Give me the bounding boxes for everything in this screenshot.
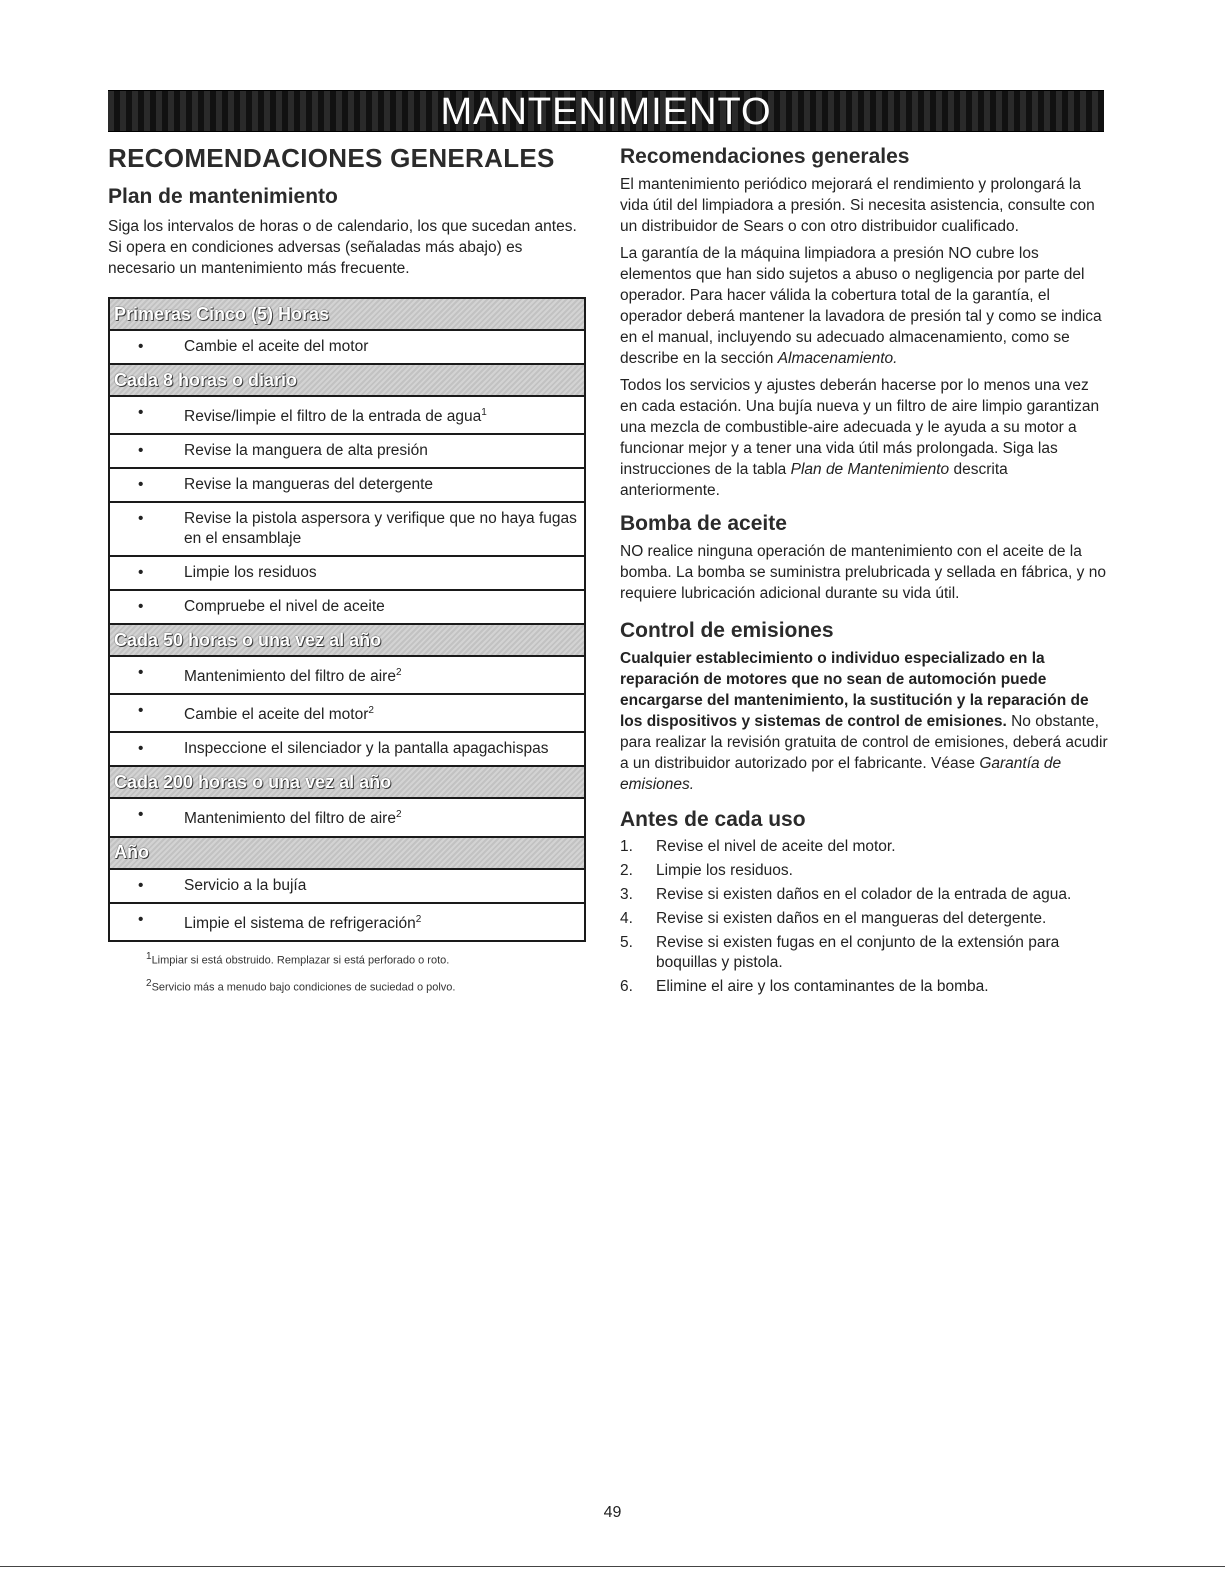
emissions-paragraph <box>620 648 1110 795</box>
table-cell <box>109 468 585 502</box>
item-label: Inspeccione el silenciador y la pantalla apagachispas <box>184 740 549 758</box>
item-text <box>184 663 402 687</box>
bullet: • <box>138 404 144 421</box>
left-column <box>108 140 590 997</box>
table-section-header <box>109 364 585 396</box>
rec-paragraph-3-text: Todos los servicios y ajustes deberán hacerse por lo menos una vez en cada estación. Una bujía nueva y un filtro de aire limpio garantizan una mezcla de combustible-aire adecuada y le ayuda a su motor a funcionar mejor y a tener una vida útil más prolongada. Siga las instrucciones de la tabla <box>620 377 1100 478</box>
table-row <box>109 434 585 468</box>
footnote-mark: 2 <box>395 809 402 821</box>
banner-title: MANTENIMIENTO <box>440 91 772 133</box>
rec-paragraph-3-em: Plan de Mantenimiento <box>790 461 950 478</box>
emissions-em: Garantía de emisiones. <box>620 755 1062 793</box>
bullet: • <box>138 702 144 720</box>
section-title: Cada 200 horas o una vez al año <box>109 766 585 798</box>
item-text <box>184 563 317 583</box>
step-text: Limpie los residuos. <box>656 862 793 879</box>
section-title: Cada 50 horas o una vez al año <box>109 624 585 656</box>
footnote-text: Servicio más a menudo bajo condiciones de suciedad o polvo. <box>151 982 456 995</box>
table-cell <box>109 903 585 941</box>
rec-heading: Recomendaciones generales <box>620 145 910 168</box>
table-row <box>109 330 585 364</box>
list-item <box>620 837 1110 857</box>
footnote-mark: 1 <box>481 407 487 418</box>
table-cell <box>109 656 585 694</box>
footnote-mark: 2 <box>395 667 402 679</box>
table-section-header <box>109 624 585 656</box>
item-label: Compruebe el nivel de aceite <box>184 598 385 616</box>
rec-paragraph-3-end: descrita anteriormente. <box>620 461 1008 499</box>
section-banner <box>108 90 1104 132</box>
step-number: 2. <box>620 862 633 879</box>
bullet: • <box>138 442 144 460</box>
table-section-header <box>109 298 585 330</box>
step-number: 6. <box>620 978 633 995</box>
step-text: Revise si existen fugas en el conjunto de la extensión para boquillas y pistola. <box>656 934 1060 971</box>
footnote-number: 2 <box>146 978 152 990</box>
footnote-mark: 2 <box>415 913 422 925</box>
bullet: • <box>138 876 144 894</box>
footnote <box>146 948 590 970</box>
right-column <box>620 140 1110 1001</box>
item-label: Limpie los residuos <box>184 564 317 582</box>
step-text: Elimine el aire y los contaminantes de la bomba. <box>656 978 989 995</box>
item-label: Revise/limpie el filtro de la entrada de agua <box>184 408 482 426</box>
bullet: • <box>138 338 144 355</box>
table-row <box>109 502 585 556</box>
bullet: • <box>138 910 144 928</box>
item-text <box>184 441 428 461</box>
table-cell <box>109 732 585 766</box>
emissions-bold: Cualquier establecimiento o individuo especializado en la reparación de motores que no sean de automoción puede encargarse del mantenimiento, la sustitución y la reparación de los dispositivos y sistemas de control de emisiones. <box>620 650 1089 730</box>
bullet: • <box>138 510 144 528</box>
table-cell <box>109 330 585 364</box>
item-text <box>184 337 368 357</box>
step-number: 4. <box>620 910 633 927</box>
bullet: • <box>138 806 144 824</box>
step-number: 3. <box>620 886 633 903</box>
item-label: Mantenimiento del filtro de aire <box>184 810 396 828</box>
table-cell <box>109 396 585 434</box>
item-text <box>184 805 402 829</box>
pump-heading: Bomba de aceite <box>620 512 787 535</box>
emissions-heading: Control de emisiones <box>620 619 834 642</box>
table-row <box>109 396 585 434</box>
table-cell <box>109 502 585 556</box>
list-item <box>620 933 1110 973</box>
left-heading: RECOMENDACIONES GENERALES <box>108 143 555 173</box>
step-text: Revise si existen daños en el colador de la entrada de agua. <box>656 886 1072 903</box>
item-text <box>184 910 421 934</box>
bullet: • <box>138 740 144 758</box>
bullet: • <box>138 598 144 616</box>
section-title: Cada 8 horas o diario <box>109 364 585 396</box>
section-title: Año <box>109 837 585 869</box>
plan-heading: Plan de mantenimiento <box>108 185 338 208</box>
table-row <box>109 798 585 836</box>
list-item <box>620 909 1110 929</box>
item-text <box>184 475 433 495</box>
item-text <box>184 739 549 759</box>
before-use-heading: Antes de cada uso <box>620 808 806 831</box>
list-item <box>620 885 1110 905</box>
maintenance-table <box>108 297 586 942</box>
item-label: Mantenimiento del filtro de aire <box>184 668 396 686</box>
item-label: Revise la pistola aspersora y verifique que no haya fugas en el ensamblaje <box>184 510 577 548</box>
item-text <box>184 597 385 617</box>
table-row <box>109 656 585 694</box>
step-number: 5. <box>620 934 633 951</box>
list-item <box>620 977 1110 997</box>
bullet: • <box>138 476 144 494</box>
table-section-header <box>109 766 585 798</box>
item-label: Cambie el aceite del motor <box>184 338 369 355</box>
item-label: Revise la mangueras del detergente <box>184 476 434 494</box>
emissions-rest: No obstante, para realizar la revisión gratuita de control de emisiones, deberá acudir a un distribuidor autorizado por el fabricante. Véase <box>620 713 1108 772</box>
bullet: • <box>138 564 144 582</box>
rec-paragraph-1: El mantenimiento periódico mejorará el rendimiento y prolongará la vida útil del limpiadora a presión. Si necesita asistencia, consulte con un distribuidor de Sears o con otro distribuidor cualificado. <box>620 176 1095 235</box>
item-text <box>184 701 374 725</box>
page-number: 49 <box>603 1504 622 1521</box>
step-text: Revise si existen daños en el mangueras del detergente. <box>656 910 1047 927</box>
footnote-text: Limpiar si está obstruido. Remplazar si está perforado o roto. <box>151 954 450 967</box>
item-label: Limpie el sistema de refrigeración <box>184 914 416 932</box>
rec-paragraph-2-em: Almacenamiento. <box>777 350 898 367</box>
footnote-number: 1 <box>146 950 152 962</box>
list-item <box>620 861 1110 881</box>
table-cell <box>109 556 585 590</box>
table-row <box>109 694 585 732</box>
page-bottom-rule <box>0 1566 1225 1567</box>
table-row <box>109 590 585 624</box>
section-title: Primeras Cinco (5) Horas <box>109 298 585 330</box>
step-text: Revise el nivel de aceite del motor. <box>656 838 896 855</box>
table-row <box>109 732 585 766</box>
table-cell <box>109 869 585 903</box>
rec-paragraph-2 <box>620 243 1110 369</box>
table-cell <box>109 590 585 624</box>
before-use-steps <box>620 837 1110 997</box>
item-text <box>184 403 487 427</box>
table-cell <box>109 694 585 732</box>
table-cell <box>109 434 585 468</box>
plan-intro: Siga los intervalos de horas o de calendario, los que sucedan antes. Si opera en condiciones adversas (señaladas más abajo) es necesario un mantenimiento más frecuente. <box>108 218 577 277</box>
footnote-mark: 2 <box>368 705 374 717</box>
table-row <box>109 869 585 903</box>
step-number: 1. <box>620 838 633 855</box>
footnotes <box>108 948 590 997</box>
bullet: • <box>138 664 144 682</box>
table-row <box>109 556 585 590</box>
footnote <box>146 975 590 997</box>
item-label: Servicio a la bujía <box>184 876 307 894</box>
item-label: Revise la manguera de alta presión <box>184 442 428 460</box>
table-row <box>109 468 585 502</box>
item-text <box>184 876 306 896</box>
table-row <box>109 903 585 941</box>
table-cell <box>109 798 585 836</box>
rec-paragraph-2-text: La garantía de la máquina limpiadora a presión NO cubre los elementos que han sido sujetos a abuso o negligencia por parte del operador. Para hacer válida la cobertura total de la garantía, el operador deberá mantener la lavadora de presión tal y como se indica en el manual, incluyendo su adecuado almacenamiento, como se describe en la sección <box>620 245 1102 367</box>
item-label: Cambie el aceite del motor <box>184 706 369 724</box>
pump-paragraph: NO realice ninguna operación de mantenimiento con el aceite de la bomba. La bomba se suministra prelubricada y sellada en fábrica, y no requiere lubricación adicional durante su vida útil. <box>620 543 1106 602</box>
table-section-header <box>109 837 585 869</box>
item-text <box>184 509 580 549</box>
rec-paragraph-3 <box>620 375 1110 501</box>
